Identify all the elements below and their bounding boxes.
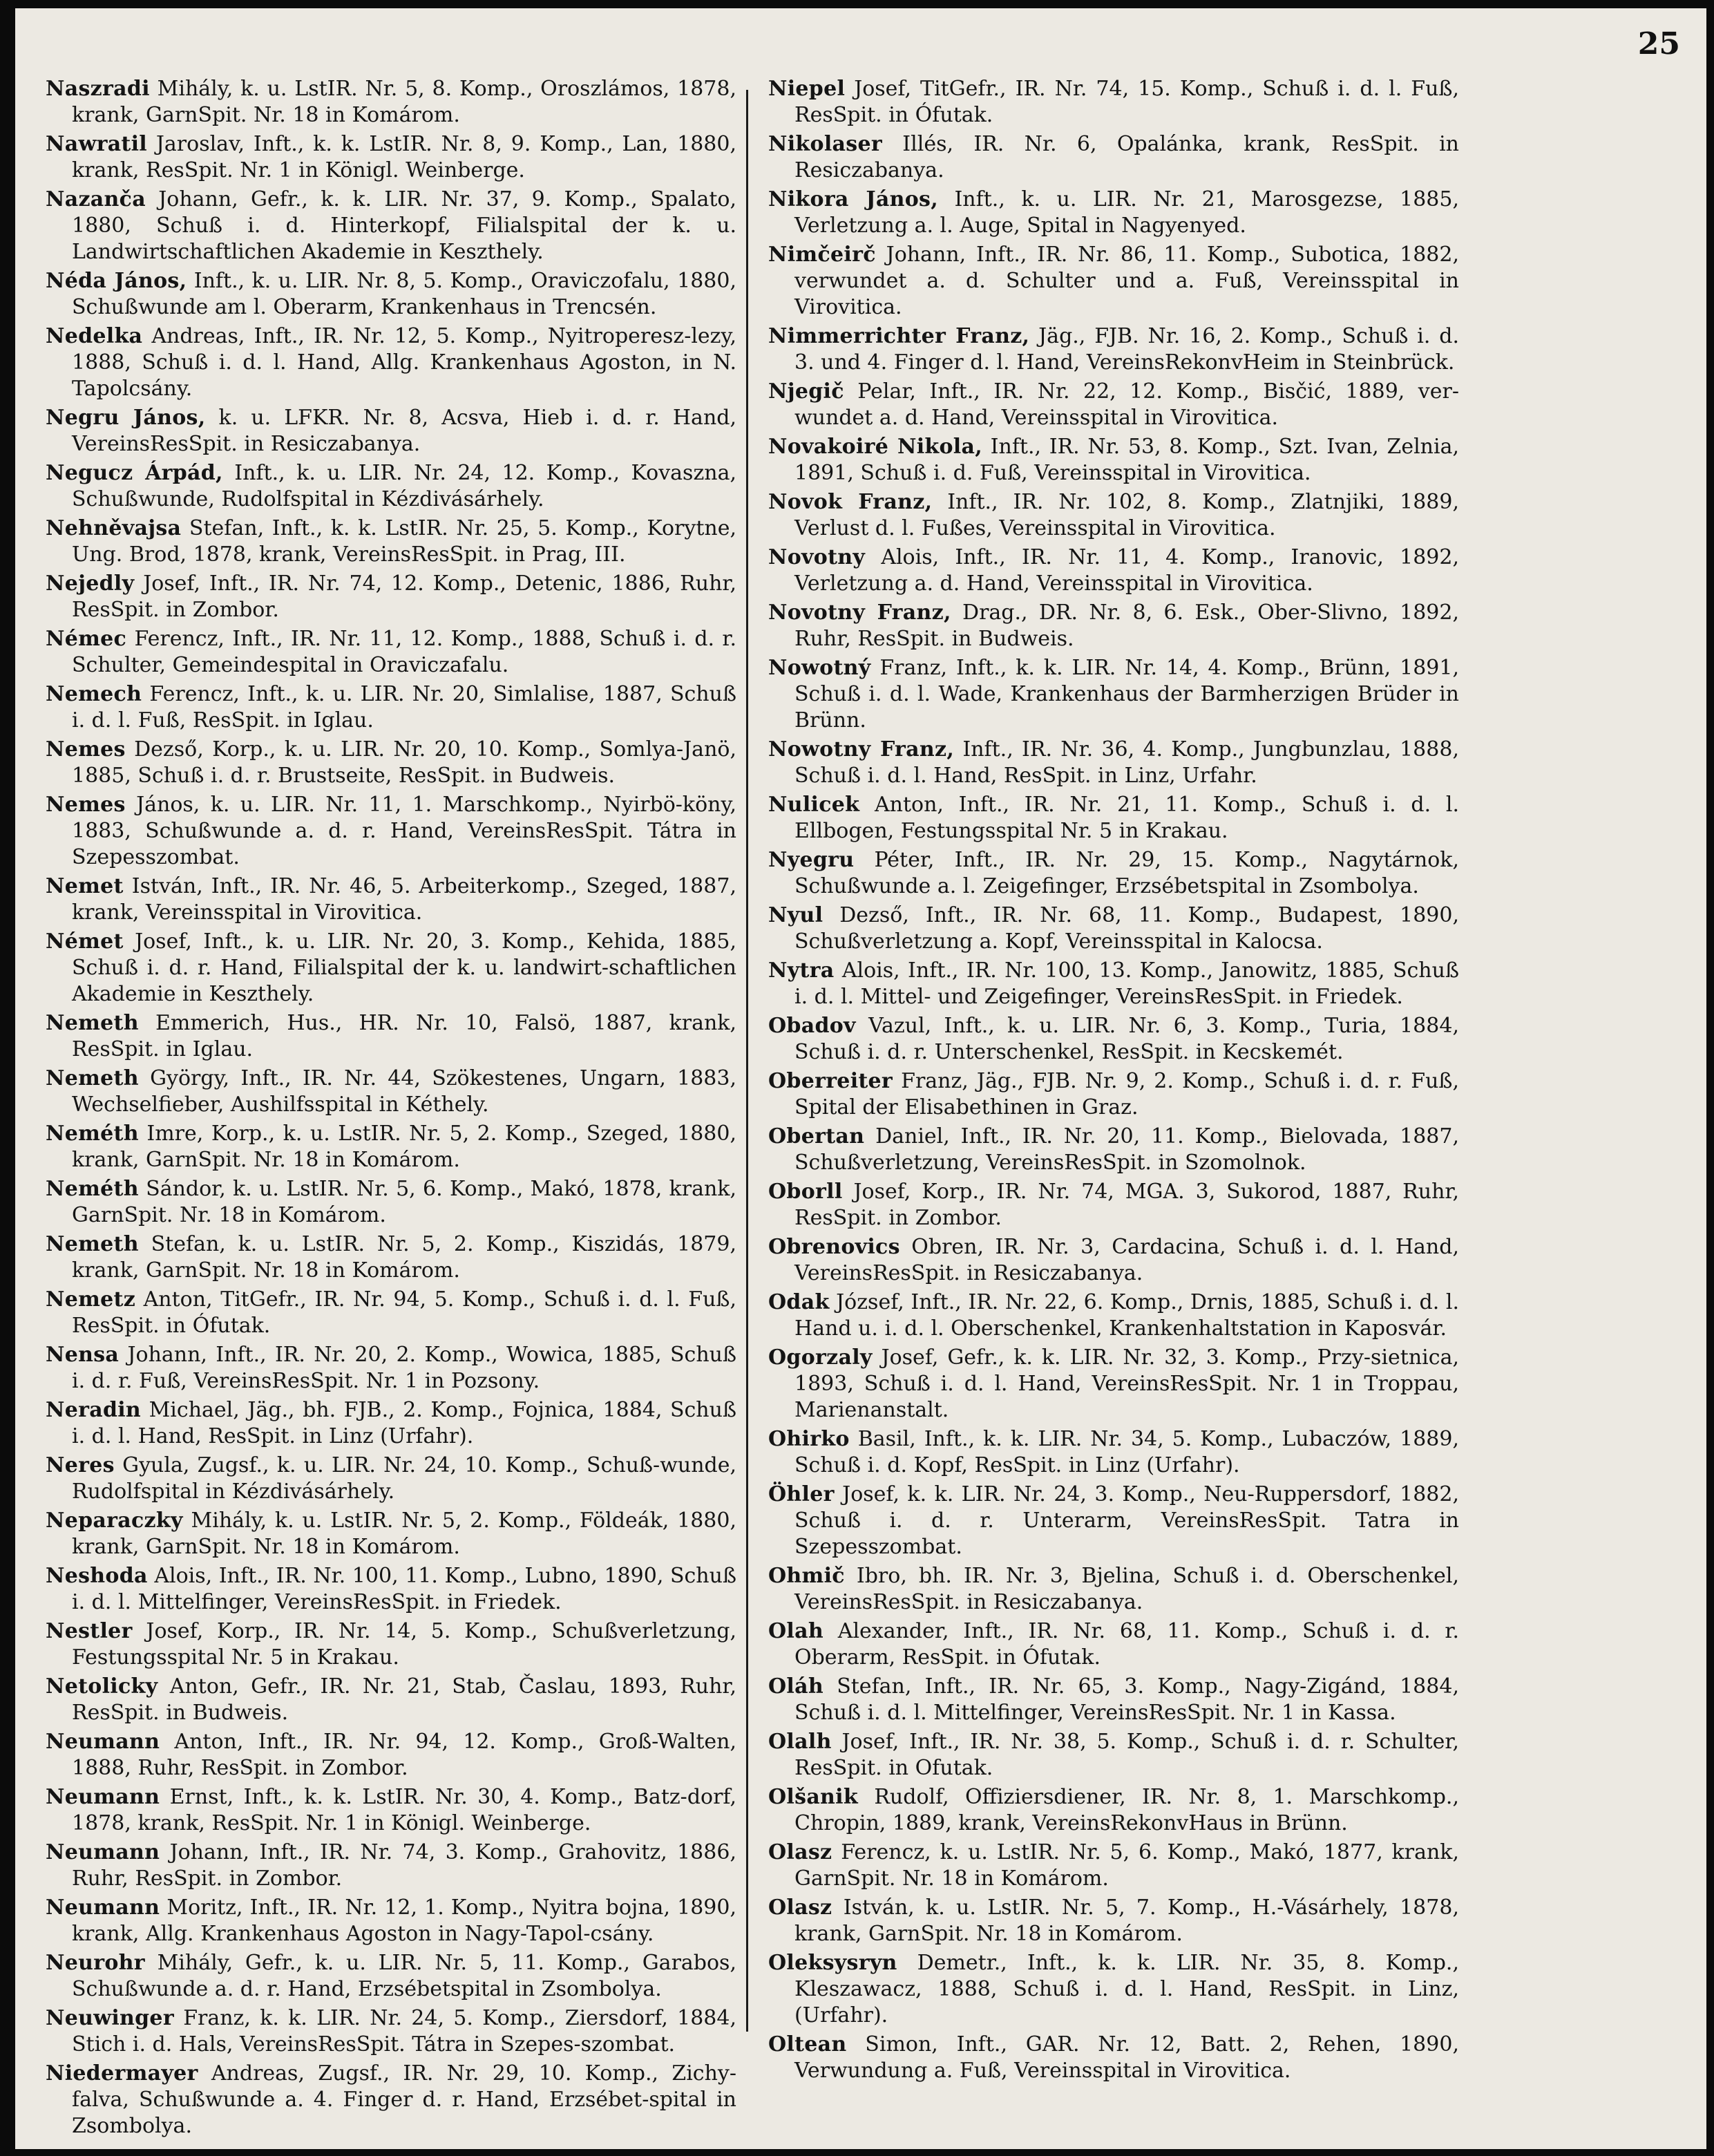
casualty-entry bbox=[768, 902, 1459, 955]
entry-details: István, k. u. LstIR. Nr. 5, 7. Komp., H.-Vásárhely, 1878, krank, GarnSpit. Nr. 18 in Komárom. bbox=[794, 1895, 1459, 1946]
entry-surname: Nytra bbox=[768, 958, 835, 983]
entry-surname: Oberreiter bbox=[768, 1069, 893, 1093]
entry-details: Alois, Inft., IR. Nr. 11, 4. Komp., Iranovic, 1892, Verletzung a. d. Hand, Vereinsspital in Virovitica. bbox=[794, 545, 1459, 596]
entry-surname: Ohmič bbox=[768, 1564, 845, 1588]
casualty-entry bbox=[46, 1729, 736, 1781]
entry-details: Jaroslav, Inft., k. k. LstIR. Nr. 8, 9. Komp., Lan, 1880, krank, ResSpit. Nr. 1 in Königl. Weinberge. bbox=[72, 132, 736, 182]
entry-surname: Olalh bbox=[768, 1730, 832, 1754]
entry-surname: Nejedly bbox=[46, 571, 135, 596]
entry-details: Ferencz, k. u. LstIR. Nr. 5, 6. Komp., Makó, 1877, krank, GarnSpit. Nr. 18 in Komárom. bbox=[794, 1840, 1459, 1891]
entry-surname: Neres bbox=[46, 1453, 115, 1477]
entry-surname: Nowotny Franz, bbox=[768, 737, 955, 762]
entry-surname: Nedelka bbox=[46, 324, 143, 348]
entry-surname: Naszradi bbox=[46, 77, 150, 101]
entry-surname: Nyul bbox=[768, 903, 823, 927]
casualty-entry bbox=[768, 1784, 1459, 1837]
entry-details: Franz, Jäg., FJB. Nr. 9, 2. Komp., Schuß i. d. r. Fuß, Spital der Elisabethinen in Graz. bbox=[794, 1069, 1459, 1119]
casualty-entry bbox=[768, 131, 1459, 184]
entry-details: Alexander, Inft., IR. Nr. 68, 11. Komp., Schuß i. d. r. Oberarm, ResSpit. in Ófutak. bbox=[794, 1619, 1459, 1670]
entry-surname: Nawratil bbox=[46, 132, 147, 156]
column-divider bbox=[746, 90, 748, 2032]
entry-details: Emmerich, Hus., HR. Nr. 10, Falsö, 1887, krank, ResSpit. in Iglau. bbox=[72, 1011, 736, 1061]
entry-details: György, Inft., IR. Nr. 44, Szökestenes, Ungarn, 1883, Wechselfieber, Aushilfsspital in Kéthely. bbox=[72, 1066, 737, 1117]
book-page bbox=[15, 8, 1706, 2149]
entry-details: Alois, Inft., IR. Nr. 100, 13. Komp., Janowitz, 1885, Schuß i. d. l. Mittel- und Zeigefinger, VereinsResSpit. in Friedek. bbox=[794, 958, 1459, 1009]
entry-details: Inft., IR. Nr. 102, 8. Komp., Zlatnjiki, 1889, Verlust d. l. Fußes, Vereinsspital in Virovitica. bbox=[794, 490, 1459, 540]
entry-surname: Neméth bbox=[46, 1122, 139, 1146]
entry-surname: Nemeth bbox=[46, 1066, 139, 1090]
casualty-entry bbox=[46, 131, 736, 184]
entry-details: Ibro, bh. IR. Nr. 3, Bjelina, Schuß i. d. Oberschenkel, VereinsResSpit. in Resiczabanya. bbox=[794, 1564, 1459, 1614]
entry-details: Imre, Korp., k. u. LstIR. Nr. 5, 2. Komp., Szeged, 1880, krank, GarnSpit. Nr. 18 in Komárom. bbox=[72, 1122, 736, 1172]
entry-surname: Odak bbox=[768, 1290, 830, 1314]
casualty-entry bbox=[768, 323, 1459, 376]
entry-details: Inft., k. u. LIR. Nr. 21, Marosgezse, 1885, Verletzung a. l. Auge, Spital in Nagyenyed. bbox=[794, 187, 1460, 238]
entry-details: Mihály, k. u. LstIR. Nr. 5, 8. Komp., Oroszlámos, 1878, krank, GarnSpit. Nr. 18 in Komárom. bbox=[72, 77, 736, 127]
casualty-entry bbox=[46, 1895, 736, 1947]
entry-surname: Neradin bbox=[46, 1398, 142, 1422]
entry-details: Pelar, Inft., IR. Nr. 22, 12. Komp., Bisčić, 1889, ver-wundet a. d. Hand, Vereinsspital in Virovitica. bbox=[794, 379, 1459, 430]
casualty-entry bbox=[768, 792, 1459, 844]
casualty-entry bbox=[46, 1231, 736, 1284]
entry-surname: Nimčeirč bbox=[768, 243, 876, 267]
entry-surname: Negucz Árpád, bbox=[46, 461, 223, 485]
casualty-entry bbox=[768, 434, 1459, 486]
entry-details: Stefan, Inft., k. k. LstIR. Nr. 25, 5. Komp., Korytne, Ung. Brod, 1878, krank, VereinsResSpit. in Prag, III. bbox=[72, 516, 736, 567]
casualty-entry bbox=[768, 1345, 1459, 1424]
entry-details: Johann, Inft., IR. Nr. 86, 11. Komp., Subotica, 1882, verwundet a. d. Schulter und a. Fuß, Vereinsspital in Virovitica. bbox=[794, 243, 1459, 319]
casualty-entry bbox=[768, 2032, 1459, 2084]
casualty-entry bbox=[768, 1563, 1459, 1616]
entry-surname: Netolicky bbox=[46, 1674, 158, 1699]
casualty-entry bbox=[46, 792, 736, 871]
entry-details: Gyula, Zugsf., k. u. LIR. Nr. 24, 10. Komp., Schuß-wunde, Rudolfspital in Kézdivásárhely. bbox=[72, 1453, 737, 1504]
entry-surname: Nulicek bbox=[768, 793, 860, 817]
casualty-entry bbox=[46, 1287, 736, 1339]
casualty-entry bbox=[46, 873, 736, 926]
entry-details: Josef, Inft., IR. Nr. 38, 5. Komp., Schuß i. d. r. Schulter, ResSpit. in Ofutak. bbox=[794, 1730, 1459, 1780]
casualty-entry bbox=[46, 737, 736, 789]
entry-details: István, Inft., IR. Nr. 46, 5. Arbeiterkomp., Szeged, 1887, krank, Vereinsspital in Virovitica. bbox=[72, 874, 736, 925]
entry-details: Obren, IR. Nr. 3, Cardacina, Schuß i. d. l. Hand, VereinsResSpit. in Resiczabanya. bbox=[794, 1235, 1459, 1285]
entry-surname: Nikolaser bbox=[768, 132, 882, 156]
entry-details: Andreas, Zugsf., IR. Nr. 29, 10. Komp., Zichy-falva, Schußwunde a. 4. Finger d. r. Hand, Erzsébet-spital in Zsombolya. bbox=[72, 2061, 736, 2138]
entry-surname: Ogorzaly bbox=[768, 1345, 873, 1370]
entry-surname: Niepel bbox=[768, 77, 846, 101]
entry-details: Stefan, Inft., IR. Nr. 65, 3. Komp., Nagy-Zigánd, 1884, Schuß i. d. l. Mittelfinger, VereinsResSpit. Nr. 1 in Kassa. bbox=[794, 1674, 1459, 1725]
casualty-entry bbox=[768, 76, 1459, 129]
entry-details: Anton, TitGefr., IR. Nr. 94, 5. Komp., Schuß i. d. l. Fuß, ResSpit. in Ófutak. bbox=[72, 1287, 736, 1338]
entry-surname: Némec bbox=[46, 627, 127, 651]
casualty-entry bbox=[46, 405, 736, 457]
right-column bbox=[768, 76, 1459, 2087]
entry-details: Josef, Gefr., k. k. LIR. Nr. 32, 3. Komp., Przy-sietnica, 1893, Schuß i. d. l. Hand, VereinsResSpit. Nr. 1 in Troppau, Marienanstalt. bbox=[794, 1345, 1459, 1422]
casualty-entry bbox=[768, 600, 1459, 652]
entry-surname: Novok Franz, bbox=[768, 490, 933, 514]
entry-surname: Neparaczky bbox=[46, 1509, 183, 1533]
entry-surname: Novotny bbox=[768, 545, 866, 569]
entry-details: Andreas, Inft., IR. Nr. 12, 5. Komp., Nyitroperesz-lezy, 1888, Schuß i. d. l. Hand, Allg. Krankenhaus Agoston, in N. Tapolcsány. bbox=[72, 324, 736, 401]
casualty-entry bbox=[46, 187, 736, 265]
entry-surname: Obertan bbox=[768, 1124, 865, 1148]
entry-details: Basil, Inft., k. k. LIR. Nr. 34, 5. Komp., Lubaczów, 1889, Schuß i. d. Kopf, ResSpit. in Linz (Urfahr). bbox=[794, 1427, 1459, 1477]
entry-surname: Nensa bbox=[46, 1343, 120, 1367]
casualty-entry bbox=[768, 379, 1459, 431]
casualty-entry bbox=[768, 242, 1459, 321]
entry-details: József, Inft., IR. Nr. 22, 6. Komp., Drnis, 1885, Schuß i. d. l. Hand u. i. d. l. Oberschenkel, Krankenhaltstation in Kaposvár. bbox=[794, 1290, 1459, 1341]
casualty-entry bbox=[46, 626, 736, 679]
entry-surname: Negru János, bbox=[46, 406, 206, 430]
casualty-entry bbox=[46, 571, 736, 623]
entry-surname: Nehněvajsa bbox=[46, 516, 182, 540]
entry-surname: Nazanča bbox=[46, 187, 146, 211]
entry-details: Johann, Inft., IR. Nr. 20, 2. Komp., Wowica, 1885, Schuß i. d. r. Fuß, VereinsResSpit. Nr. 1 in Pozsony. bbox=[72, 1343, 736, 1393]
entry-details: Mihály, k. u. LstIR. Nr. 5, 2. Komp., Földeák, 1880, krank, GarnSpit. Nr. 18 in Komárom. bbox=[72, 1509, 736, 1559]
entry-surname: Neumann bbox=[46, 1840, 160, 1864]
entry-surname: Njegič bbox=[768, 379, 844, 404]
casualty-entry bbox=[768, 1674, 1459, 1726]
entry-details: János, k. u. LIR. Nr. 11, 1. Marschkomp., Nyirbö-köny, 1883, Schußwunde a. d. r. Hand, VereinsResSpit. Tátra in Szepesszombat. bbox=[72, 793, 736, 869]
entry-details: Ernst, Inft., k. k. LstIR. Nr. 30, 4. Komp., Batz-dorf, 1878, krank, ResSpit. Nr. 1 in Königl. Weinberge. bbox=[72, 1785, 736, 1835]
entry-surname: Nemeth bbox=[46, 1232, 139, 1256]
entry-surname: Oleksysryn bbox=[768, 1951, 897, 1975]
entry-surname: Olasz bbox=[768, 1895, 832, 1920]
entry-details: Josef, Korp., IR. Nr. 74, MGA. 3, Sukorod, 1887, Ruhr, ResSpit. in Zombor. bbox=[794, 1180, 1459, 1230]
entry-details: Daniel, Inft., IR. Nr. 20, 11. Komp., Bielovada, 1887, Schußverletzung, VereinsResSpit. in Szomolnok. bbox=[794, 1124, 1459, 1175]
entry-surname: Nemes bbox=[46, 737, 126, 762]
entry-details: Josef, TitGefr., IR. Nr. 74, 15. Komp., Schuß i. d. l. Fuß, ResSpit. in Ófutak. bbox=[794, 77, 1460, 127]
entry-details: Mihály, Gefr., k. u. LIR. Nr. 5, 11. Komp., Garabos, Schußwunde a. d. r. Hand, Erzsébetspital in Zsombolya. bbox=[72, 1951, 736, 2001]
entry-surname: Novotny Franz, bbox=[768, 601, 951, 625]
entry-surname: Néda János, bbox=[46, 269, 187, 293]
entry-details: Anton, Gefr., IR. Nr. 21, Stab, Časlau, 1893, Ruhr, ResSpit. in Budweis. bbox=[72, 1674, 736, 1725]
casualty-entry bbox=[46, 1618, 736, 1671]
entry-surname: Nemes bbox=[46, 793, 126, 817]
casualty-entry bbox=[46, 76, 736, 129]
entry-details: k. u. LFKR. Nr. 8, Acsva, Hieb i. d. r. Hand, VereinsResSpit. in Resiczabanya. bbox=[72, 406, 737, 456]
entry-surname: Neumann bbox=[46, 1785, 160, 1809]
entry-details: Dezső, Korp., k. u. LIR. Nr. 20, 10. Komp., Somlya-Janö, 1885, Schuß i. d. r. Brustseite, ResSpit. in Budweis. bbox=[72, 737, 736, 788]
entry-surname: Neméth bbox=[46, 1177, 139, 1201]
entry-details: Johann, Gefr., k. k. LIR. Nr. 37, 9. Komp., Spalato, 1880, Schuß i. d. Hinterkopf, Filialspital der k. u. Landwirtschaftlichen Akademie in Keszthely. bbox=[72, 187, 736, 264]
casualty-entry bbox=[768, 1482, 1459, 1560]
entry-surname: Oláh bbox=[768, 1674, 823, 1699]
entry-surname: Nemech bbox=[46, 682, 142, 706]
left-column bbox=[46, 76, 736, 2142]
casualty-entry bbox=[768, 847, 1459, 900]
casualty-entry bbox=[768, 1729, 1459, 1781]
entry-details: Jäg., FJB. Nr. 16, 2. Komp., Schuß i. d. 3. und 4. Finger d. l. Hand, VereinsRekonvHeim in Steinbrück. bbox=[794, 324, 1459, 375]
casualty-entry bbox=[768, 737, 1459, 789]
entry-details: Moritz, Inft., IR. Nr. 12, 1. Komp., Nyitra bojna, 1890, krank, Allg. Krankenhaus Agoston in Nagy-Tapol-csány. bbox=[72, 1895, 737, 1946]
entry-surname: Német bbox=[46, 929, 124, 954]
casualty-entry bbox=[768, 1013, 1459, 1066]
entry-details: Franz, Inft., k. k. LIR. Nr. 14, 4. Komp., Brünn, 1891, Schuß i. d. l. Wade, Krankenhaus der Barmherzigen Brüder in Brünn. bbox=[794, 656, 1459, 732]
entry-surname: Öhler bbox=[768, 1482, 835, 1506]
entry-surname: Neurohr bbox=[46, 1951, 145, 1975]
entry-details: Sándor, k. u. LstIR. Nr. 5, 6. Komp., Makó, 1878, krank, GarnSpit. Nr. 18 in Komárom. bbox=[72, 1177, 736, 1227]
casualty-entry bbox=[46, 1563, 736, 1616]
entry-surname: Obrenovics bbox=[768, 1235, 900, 1259]
casualty-entry bbox=[768, 1289, 1459, 1342]
casualty-entry bbox=[46, 2005, 736, 2058]
casualty-entry bbox=[768, 1124, 1459, 1176]
entry-details: Demetr., Inft., k. k. LIR. Nr. 35, 8. Komp., Kleszawacz, 1888, Schuß i. d. l. Hand, ResSpit. in Linz, (Urfahr). bbox=[794, 1951, 1459, 2027]
entry-details: Franz, k. k. LIR. Nr. 24, 5. Komp., Ziersdorf, 1884, Stich i. d. Hals, VereinsResSpit. Tátra in Szepes-szombat. bbox=[72, 2006, 736, 2056]
casualty-entry bbox=[768, 1618, 1459, 1671]
entry-surname: Neshoda bbox=[46, 1564, 148, 1588]
entry-details: Josef, Inft., IR. Nr. 74, 12. Komp., Detenic, 1886, Ruhr, ResSpit. in Zombor. bbox=[72, 571, 736, 622]
casualty-entry bbox=[46, 1453, 736, 1505]
casualty-entry bbox=[46, 1508, 736, 1560]
entry-surname: Oborll bbox=[768, 1180, 843, 1204]
casualty-entry bbox=[46, 2061, 736, 2139]
casualty-entry bbox=[46, 681, 736, 734]
casualty-entry bbox=[768, 489, 1459, 542]
casualty-entry bbox=[46, 929, 736, 1008]
casualty-entry bbox=[46, 1784, 736, 1837]
entry-surname: Neumann bbox=[46, 1730, 160, 1754]
casualty-entry bbox=[768, 545, 1459, 597]
entry-details: Dezső, Inft., IR. Nr. 68, 11. Komp., Budapest, 1890, Schußverletzung a. Kopf, Vereinsspital in Kalocsa. bbox=[794, 903, 1459, 954]
entry-details: Stefan, k. u. LstIR. Nr. 5, 2. Komp., Kiszidás, 1879, krank, GarnSpit. Nr. 18 in Komárom. bbox=[72, 1232, 736, 1283]
casualty-entry bbox=[46, 460, 736, 513]
entry-surname: Olasz bbox=[768, 1840, 832, 1864]
casualty-entry bbox=[46, 1176, 736, 1229]
entry-details: Inft., IR. Nr. 36, 4. Komp., Jungbunzlau, 1888, Schuß i. d. l. Hand, ResSpit. in Linz, Urfahr. bbox=[794, 737, 1459, 788]
casualty-entry bbox=[768, 1234, 1459, 1287]
casualty-entry bbox=[768, 1068, 1459, 1121]
entry-surname: Nemetz bbox=[46, 1287, 136, 1312]
entry-details: Josef, k. k. LIR. Nr. 24, 3. Komp., Neu-Ruppersdorf, 1882, Schuß i. d. r. Unterarm, VereinsResSpit. Tatra in Szepesszombat. bbox=[794, 1482, 1459, 1559]
casualty-entry bbox=[768, 1950, 1459, 2029]
casualty-entry bbox=[768, 1895, 1459, 1947]
entry-surname: Nimmerrichter Franz, bbox=[768, 324, 1030, 348]
entry-details: Péter, Inft., IR. Nr. 29, 15. Komp., Nagytárnok, Schußwunde a. l. Zeigefinger, Erzsébetspital in Zsombolya. bbox=[794, 848, 1459, 898]
entry-surname: Olšanik bbox=[768, 1785, 858, 1809]
entry-details: Vazul, Inft., k. u. LIR. Nr. 6, 3. Komp., Turia, 1884, Schuß i. d. r. Unterschenkel, ResSpit. in Kecskemét. bbox=[794, 1014, 1459, 1064]
entry-surname: Nestler bbox=[46, 1619, 133, 1643]
casualty-entry bbox=[46, 1121, 736, 1173]
entry-details: Michael, Jäg., bh. FJB., 2. Komp., Fojnica, 1884, Schuß i. d. l. Hand, ResSpit. in Linz (Urfahr). bbox=[72, 1398, 736, 1448]
casualty-entry bbox=[46, 1066, 736, 1118]
entry-details: Ferencz, Inft., IR. Nr. 11, 12. Komp., 1888, Schuß i. d. r. Schulter, Gemeindespital in Oraviczafalu. bbox=[72, 627, 736, 677]
casualty-entry bbox=[768, 655, 1459, 734]
entry-surname: Novakoiré Nikola, bbox=[768, 435, 982, 459]
entry-details: Anton, Inft., IR. Nr. 94, 12. Komp., Groß-Walten, 1888, Ruhr, ResSpit. in Zombor. bbox=[72, 1730, 736, 1780]
entry-details: Alois, Inft., IR. Nr. 100, 11. Komp., Lubno, 1890, Schuß i. d. l. Mittelfinger, VereinsResSpit. in Friedek. bbox=[72, 1564, 736, 1614]
entry-surname: Oltean bbox=[768, 2032, 847, 2056]
casualty-entry bbox=[768, 1426, 1459, 1479]
entry-surname: Nyegru bbox=[768, 848, 855, 872]
entry-details: Johann, Inft., IR. Nr. 74, 3. Komp., Grahovitz, 1886, Ruhr, ResSpit. in Zombor. bbox=[72, 1840, 736, 1891]
entry-details: Drag., DR. Nr. 8, 6. Esk., Ober-Slivno, 1892, Ruhr, ResSpit. in Budweis. bbox=[794, 601, 1459, 651]
entry-surname: Obadov bbox=[768, 1014, 856, 1038]
entry-details: Inft., k. u. LIR. Nr. 24, 12. Komp., Kovaszna, Schußwunde, Rudolfspital in Kézdivásárhely. bbox=[72, 461, 736, 511]
entry-surname: Neuwinger bbox=[46, 2006, 174, 2030]
entry-surname: Nemeth bbox=[46, 1011, 139, 1035]
entry-details: Anton, Inft., IR. Nr. 21, 11. Komp., Schuß i. d. l. Ellbogen, Festungsspital Nr. 5 in Krakau. bbox=[794, 793, 1459, 843]
casualty-entry bbox=[768, 1179, 1459, 1231]
entry-details: Josef, Inft., k. u. LIR. Nr. 20, 3. Komp., Kehida, 1885, Schuß i. d. r. Hand, Filialspital der k. u. landwirt-schaftlichen Akademie in Keszthely. bbox=[72, 929, 736, 1006]
entry-details: Ferencz, Inft., k. u. LIR. Nr. 20, Simlalise, 1887, Schuß i. d. l. Fuß, ResSpit. in Iglau. bbox=[72, 682, 736, 732]
entry-surname: Nikora János, bbox=[768, 187, 938, 211]
entry-surname: Nemet bbox=[46, 874, 124, 898]
casualty-entry bbox=[768, 958, 1459, 1010]
casualty-entry bbox=[768, 1840, 1459, 1892]
casualty-entry bbox=[46, 1674, 736, 1726]
entry-details: Inft., IR. Nr. 53, 8. Komp., Szt. Ivan, Zelnia, 1891, Schuß i. d. Fuß, Vereinsspital in Virovitica. bbox=[794, 435, 1460, 485]
entry-surname: Niedermayer bbox=[46, 2061, 198, 2086]
casualty-entry bbox=[46, 268, 736, 321]
casualty-entry bbox=[46, 1342, 736, 1394]
casualty-entry bbox=[46, 1397, 736, 1450]
page-number: 25 bbox=[1637, 26, 1680, 62]
casualty-entry bbox=[768, 187, 1459, 239]
casualty-entry bbox=[46, 1950, 736, 2003]
entry-details: Simon, Inft., GAR. Nr. 12, Batt. 2, Rehen, 1890, Verwundung a. Fuß, Vereinsspital in Virovitica. bbox=[794, 2032, 1459, 2083]
entry-details: Illés, IR. Nr. 6, Opalánka, krank, ResSpit. in Resiczabanya. bbox=[794, 132, 1460, 182]
casualty-entry bbox=[46, 1840, 736, 1892]
entry-surname: Neumann bbox=[46, 1895, 160, 1920]
entry-details: Inft., k. u. LIR. Nr. 8, 5. Komp., Oraviczofalu, 1880, Schußwunde am l. Oberarm, Krankenhaus in Trencsén. bbox=[72, 269, 736, 319]
entry-surname: Olah bbox=[768, 1619, 823, 1643]
casualty-entry bbox=[46, 323, 736, 402]
entry-surname: Ohirko bbox=[768, 1427, 850, 1451]
entry-surname: Nowotný bbox=[768, 656, 871, 680]
casualty-entry bbox=[46, 1010, 736, 1063]
entry-details: Josef, Korp., IR. Nr. 14, 5. Komp., Schußverletzung, Festungsspital Nr. 5 in Krakau. bbox=[72, 1619, 736, 1670]
entry-details: Rudolf, Offiziersdiener, IR. Nr. 8, 1. Marschkomp., Chropin, 1889, krank, VereinsRekonvHaus in Brünn. bbox=[794, 1785, 1459, 1835]
casualty-entry bbox=[46, 516, 736, 568]
